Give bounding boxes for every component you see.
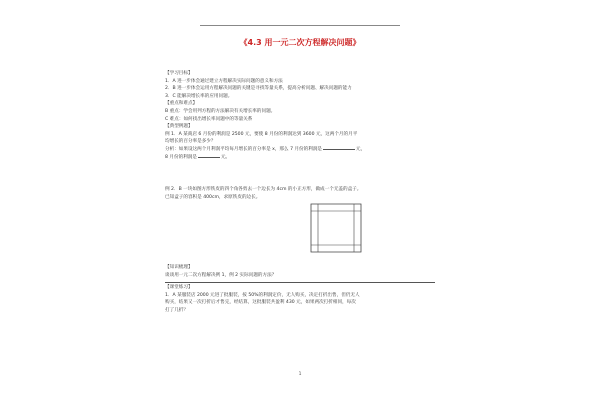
unit-label: 元， — [356, 146, 366, 152]
unit-label-end: 元。 — [220, 154, 231, 160]
example2-block — [165, 186, 435, 201]
page-number: 1 — [298, 372, 302, 377]
examples-heading: 【典型例题】 — [165, 124, 193, 130]
document-title: 《4.3 用一元二次方程解决问题》 — [239, 38, 361, 47]
section-divider — [165, 282, 435, 283]
example1-line: 均增长的百分率是多少？ — [165, 139, 216, 145]
example1-analysis-text: 分析：如果设这两个月利润平均每月增长的百分率是 x，那么 7 月份的利润是 — [165, 146, 323, 152]
practice-line: 1．A 某服装店 2000 元进了批服装，按 50%的利润定价，无人购买，决定打折出售，但仍无人 — [165, 292, 360, 298]
answer-blank[interactable] — [198, 157, 220, 158]
key-point-item: B 重点：学会用列方程的方法解决有关增长率的问题。 — [165, 108, 276, 114]
example1-analysis — [165, 146, 435, 154]
summary-text: 谈谈用一元二次方程解决例 1，例 2 实际问题的方法？ — [165, 272, 277, 278]
objective-item: 3．C 能解决增长率的应用问题。 — [165, 93, 233, 99]
answer-blank[interactable] — [323, 149, 355, 150]
objectives-heading: 【学习目标】 — [165, 71, 193, 76]
summary-block — [165, 264, 435, 279]
objective-item: 2．B 进一步体会运用方程解决问题的关键是寻找等量关系，提高分析问题、解决问题的能力 — [165, 86, 352, 92]
example2-line: 已知盒子的容积是 400cm，求原铁皮的边长。 — [165, 194, 261, 200]
practice-heading: 【课堂练习】 — [165, 285, 193, 290]
example2-line: 例 2．B 一块如图方形铁皮的四个角各剪去一个边长为 4cm 的小正方形，做成一个无盖的盒子。 — [165, 187, 362, 192]
practice-line: 打了几折？ — [165, 307, 188, 313]
upper-content — [165, 70, 435, 161]
sheet-figure — [310, 203, 362, 253]
summary-heading: 【知识梳理】 — [165, 265, 193, 270]
key-points-heading: 【重点和难点】 — [165, 101, 198, 107]
practice-line: 购买，结果又一次打折后才售完，经结算，这批服装共盈利 430 元，如果两次打折相同，每次 — [165, 300, 356, 306]
objective-item: 1．A 进一步体会通过建立方程解决实际问题的意义和方法 — [165, 78, 283, 84]
header-rule — [200, 25, 400, 26]
example1-line: 例 1．A 某商店 6 月份的利润是 2500 元，要使 8 月份的利润达到 3600 元，这两个月的月平 — [165, 131, 358, 137]
example1-analysis-text-2: 8 月份的利润是 — [165, 154, 197, 160]
practice-block — [165, 284, 435, 314]
key-point-item: C 难点：如何找出增长率问题中的等量关系 — [165, 116, 253, 122]
example1-analysis-2 — [165, 154, 435, 162]
